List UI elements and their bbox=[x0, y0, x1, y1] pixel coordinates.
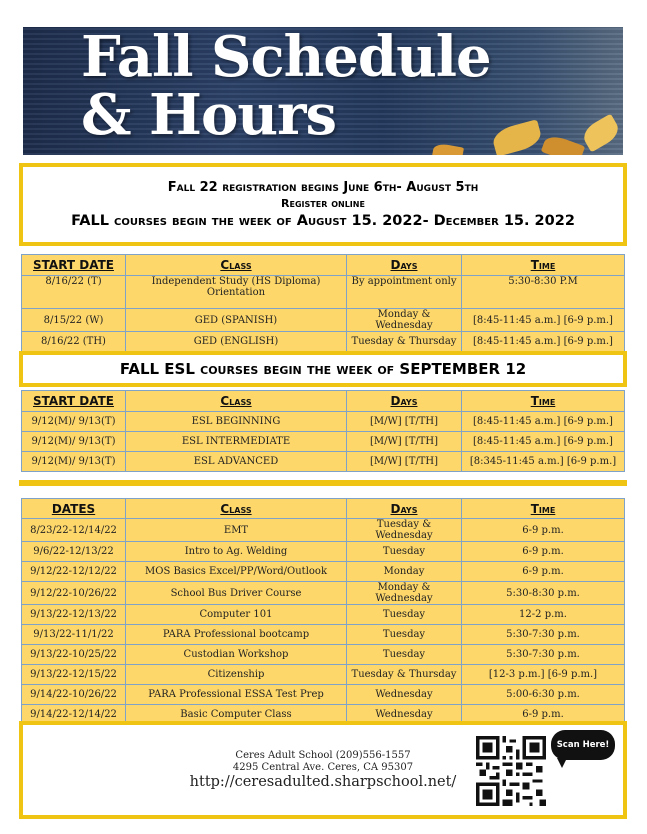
table-cell: 5:30-7:30 p.m. bbox=[462, 625, 625, 645]
school-address: 4295 Central Ave. Ceres, CA 95307 bbox=[232, 762, 414, 773]
registration-box bbox=[19, 163, 627, 246]
table-cell: 9/12/22-12/12/22 bbox=[22, 562, 126, 582]
table-cell: 9/12(M)/ 9/13(T) bbox=[22, 412, 126, 432]
table-cell: 9/14/22-12/14/22 bbox=[22, 705, 126, 725]
column-header: START DATE bbox=[22, 391, 126, 412]
table-cell: Computer 101 bbox=[126, 605, 347, 625]
table-cell: Tuesday & Thursday bbox=[347, 332, 462, 352]
qr-code-icon[interactable] bbox=[476, 736, 546, 806]
table-cell: Monday & Wednesday bbox=[347, 309, 462, 332]
column-header: Class bbox=[126, 499, 347, 519]
column-header: Days bbox=[347, 499, 462, 519]
table-row bbox=[22, 276, 625, 309]
column-header: Time bbox=[462, 499, 625, 519]
table-cell: Tuesday & Thursday bbox=[347, 665, 462, 685]
table-cell: School Bus Driver Course bbox=[126, 582, 347, 605]
leaf-decoration bbox=[541, 133, 585, 155]
title-line-2: & Hours bbox=[81, 82, 337, 148]
esl-banner: FALL ESL courses begin the week of SEPTEMBER 12 bbox=[19, 351, 627, 387]
table-cell: [8:45-11:45 a.m.] [6-9 p.m.] bbox=[462, 412, 625, 432]
section-divider bbox=[19, 480, 627, 486]
table-cell: Tuesday bbox=[347, 645, 462, 665]
contact-footer bbox=[19, 721, 627, 819]
table-cell: 5:00-6:30 p.m. bbox=[462, 685, 625, 705]
table-cell: GED (ENGLISH) bbox=[126, 332, 347, 352]
table-cell: 8/16/22 (TH) bbox=[22, 332, 126, 352]
website-link[interactable]: http://ceresadulted.sharpschool.net/ bbox=[189, 774, 457, 790]
table-cell: [8:45-11:45 a.m.] [6-9 p.m.] bbox=[462, 309, 625, 332]
table-cell: [M/W] [T/TH] bbox=[347, 432, 462, 452]
table-cell: 5:30-7:30 p.m. bbox=[462, 645, 625, 665]
title-line-1: Fall Schedule bbox=[81, 27, 491, 90]
table-cell: 6-9 p.m. bbox=[462, 519, 625, 542]
table-cell: 5:30-8:30 p.m. bbox=[462, 582, 625, 605]
table-cell: 6-9 p.m. bbox=[462, 542, 625, 562]
table-cell: 8/16/22 (T) bbox=[22, 276, 126, 309]
table-row bbox=[22, 332, 625, 352]
table-cell: 8/23/22-12/14/22 bbox=[22, 519, 126, 542]
leaf-decoration bbox=[432, 143, 464, 155]
table-cell: 9/12(M)/ 9/13(T) bbox=[22, 432, 126, 452]
table-cell: [M/W] [T/TH] bbox=[347, 452, 462, 472]
school-phone: Ceres Adult School (209)556-1557 bbox=[235, 750, 411, 761]
table-cell: 8/15/22 (W) bbox=[22, 309, 126, 332]
course-schedule-table bbox=[21, 498, 625, 725]
column-header: Days bbox=[347, 255, 462, 276]
table-cell: 9/6/22-12/13/22 bbox=[22, 542, 126, 562]
table-cell: Basic Computer Class bbox=[126, 705, 347, 725]
table-row bbox=[22, 452, 625, 472]
column-header: Class bbox=[126, 391, 347, 412]
esl-schedule-table bbox=[21, 390, 625, 472]
scan-here-bubble: Scan Here! bbox=[551, 730, 615, 760]
table-row bbox=[22, 605, 625, 625]
table-cell: 9/12/22-10/26/22 bbox=[22, 582, 126, 605]
table-cell: Tuesday & Wednesday bbox=[347, 519, 462, 542]
register-online-note: Register online bbox=[281, 197, 365, 210]
hero-banner bbox=[23, 27, 623, 155]
fall-course-dates: FALL courses begin the week of August 15. 2022- December 15. 2022 bbox=[71, 213, 575, 229]
table-cell: 5:30-8:30 P.M bbox=[462, 276, 625, 309]
table-row bbox=[22, 665, 625, 685]
table-cell: Tuesday bbox=[347, 605, 462, 625]
table-cell: [M/W] [T/TH] bbox=[347, 412, 462, 432]
table-cell: PARA Professional ESSA Test Prep bbox=[126, 685, 347, 705]
table-row bbox=[22, 625, 625, 645]
table-cell: Intro to Ag. Welding bbox=[126, 542, 347, 562]
table-cell: Monday & Wednesday bbox=[347, 582, 462, 605]
table-cell: ESL ADVANCED bbox=[126, 452, 347, 472]
table-cell: 6-9 p.m. bbox=[462, 705, 625, 725]
table-row bbox=[22, 685, 625, 705]
table-cell: ESL INTERMEDIATE bbox=[126, 432, 347, 452]
table-cell: Wednesday bbox=[347, 705, 462, 725]
table-cell: Monday bbox=[347, 562, 462, 582]
table-cell: Wednesday bbox=[347, 685, 462, 705]
table-cell: Tuesday bbox=[347, 625, 462, 645]
table-cell: MOS Basics Excel/PP/Word/Outlook bbox=[126, 562, 347, 582]
table-cell: [8:345-11:45 a.m.] [6-9 p.m.] bbox=[462, 452, 625, 472]
table-cell: [8:45-11:45 a.m.] [6-9 p.m.] bbox=[462, 432, 625, 452]
table-cell: [8:45-11:45 a.m.] [6-9 p.m.] bbox=[462, 332, 625, 352]
table-cell: GED (SPANISH) bbox=[126, 309, 347, 332]
table-cell: 9/14/22-10/26/22 bbox=[22, 685, 126, 705]
table-row bbox=[22, 582, 625, 605]
table-row bbox=[22, 562, 625, 582]
table-cell: 9/13/22-12/13/22 bbox=[22, 605, 126, 625]
column-header: Days bbox=[347, 391, 462, 412]
table-cell: EMT bbox=[126, 519, 347, 542]
table-cell: By appointment only bbox=[347, 276, 462, 309]
table-cell: 6-9 p.m. bbox=[462, 562, 625, 582]
table-cell: ESL BEGINNING bbox=[126, 412, 347, 432]
table-cell: 9/12(M)/ 9/13(T) bbox=[22, 452, 126, 472]
column-header: START DATE bbox=[22, 255, 126, 276]
table-cell: PARA Professional bootcamp bbox=[126, 625, 347, 645]
table-cell: Custodian Workshop bbox=[126, 645, 347, 665]
column-header: Class bbox=[126, 255, 347, 276]
leaf-decoration bbox=[490, 119, 543, 155]
table-row bbox=[22, 542, 625, 562]
page-title bbox=[81, 27, 491, 148]
table-cell: [12-3 p.m.] [6-9 p.m.] bbox=[462, 665, 625, 685]
column-header: Time bbox=[462, 255, 625, 276]
table-row bbox=[22, 309, 625, 332]
table-cell: 9/13/22-10/25/22 bbox=[22, 645, 126, 665]
registration-dates: Fall 22 registration begins June 6th- August 5th bbox=[167, 180, 479, 195]
column-header: DATES bbox=[22, 499, 126, 519]
table-cell: 12-2 p.m. bbox=[462, 605, 625, 625]
table-cell: Tuesday bbox=[347, 542, 462, 562]
ged-schedule-table bbox=[21, 254, 625, 352]
table-row bbox=[22, 645, 625, 665]
table-cell: 9/13/22-12/15/22 bbox=[22, 665, 126, 685]
table-row bbox=[22, 412, 625, 432]
table-row bbox=[22, 519, 625, 542]
table-row bbox=[22, 432, 625, 452]
leaf-decoration bbox=[579, 114, 622, 153]
table-cell: Independent Study (HS Diploma) Orientation bbox=[126, 276, 347, 309]
table-cell: Citizenship bbox=[126, 665, 347, 685]
column-header: Time bbox=[462, 391, 625, 412]
table-cell: 9/13/22-11/1/22 bbox=[22, 625, 126, 645]
